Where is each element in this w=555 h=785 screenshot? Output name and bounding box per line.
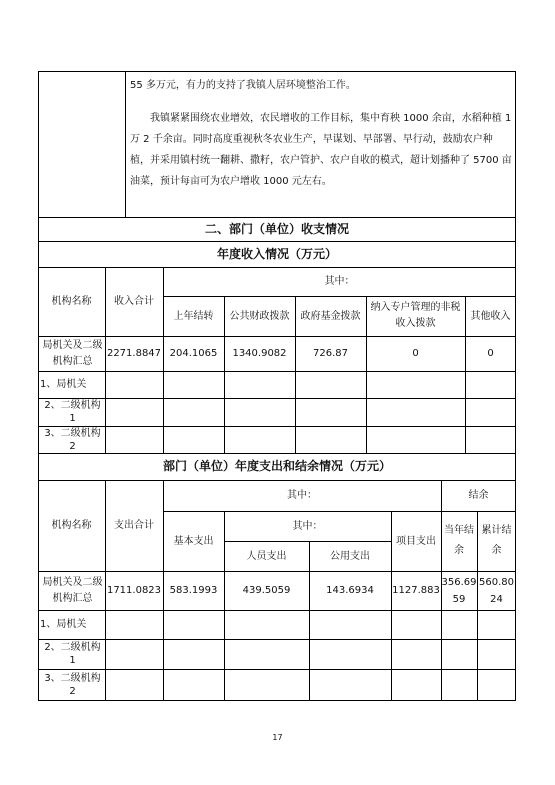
income-col-divider-5 (366, 296, 367, 453)
expense-row-summary-personnel: 439.5059 (242, 585, 291, 596)
page-number: 17 (272, 733, 283, 742)
expense-table-title: 部门（单位）年度支出和结余情况（万元） (162, 459, 391, 473)
expense-header-cumulative-balance: 累计结余 (481, 525, 512, 556)
income-row-summary-name: 局机关及二级机构汇总 (42, 339, 103, 367)
text-block-bottom-rule (38, 217, 516, 218)
expense-row-summary-public: 143.6934 (326, 585, 374, 596)
expense-header-personnel: 人员支出 (246, 550, 287, 562)
expense-row-rule-2 (38, 639, 516, 640)
income-table-bottom-rule (38, 453, 516, 454)
text-block-paragraph2: 我镇紧紧围绕农业增效，农民增收的工作目标，集中育秧 1000 余亩，水稻种植 1 万 2 千余亩。同时高度重视秋冬农业生产，早谋划、早部署、早行动，鼓励农户种植，并采用镇村统一翻耕、撒籽，农户管护、农户自收的模式，超计划播种了 5700 亩油菜，预计每亩可为农户增收 1000 元左右。 (130, 113, 512, 187)
income-header-gov-fund: 政府基金拨款 (300, 310, 361, 322)
expense-row-summary-total: 1711.0823 (106, 585, 162, 596)
income-row-rule-2 (38, 398, 516, 399)
expense-row-rule-1 (38, 610, 516, 611)
income-row-rule-3 (38, 426, 516, 427)
expense-header-of-which-2: 其中： (292, 520, 323, 532)
income-row-sub2-name: 3、二级机构 2 (44, 427, 101, 452)
income-table-title: 年度收入情况（万元） (216, 247, 337, 261)
expense-header-total: 支出合计 (114, 520, 154, 531)
income-row-summary-other: 0 (487, 348, 494, 359)
income-header-org-name: 机构名称 (51, 296, 92, 307)
expense-row-summary-cumulative-balance: 560.8024 (479, 576, 514, 605)
income-row-bureau-name: 1、局机关 (40, 379, 87, 390)
expense-row-summary-project: 1127.883 (392, 585, 440, 596)
income-header-other: 其他收入 (470, 310, 511, 322)
expense-header-of-which: 其中： (287, 490, 317, 501)
text-block-line1: 55 多万元，有力的支持了我镇人居环境整治工作。 (130, 80, 356, 91)
income-row-summary-total: 2271.8847 (106, 348, 162, 359)
expense-row-sub2-name: 3、二级机构 2 (44, 673, 101, 697)
expense-header-basic: 基本支出 (173, 535, 214, 547)
section-title-bottom-rule (38, 241, 516, 242)
expense-row-summary-name: 局机关及二级机构汇总 (42, 576, 103, 604)
expense-row-summary-current-balance: 356.6959 (441, 576, 477, 605)
expense-row-bureau-name: 1、局机关 (40, 619, 87, 630)
income-row-summary-public-finance: 1340.9082 (232, 348, 287, 359)
section-title: 二、部门（单位）收支情况 (204, 222, 349, 236)
expense-row-summary-basic: 583.1993 (169, 585, 218, 596)
expense-header-balance: 结余 (468, 490, 489, 501)
income-header-total: 收入合计 (114, 296, 154, 307)
income-row-sub1-name: 2、二级机构 1 (44, 400, 101, 424)
income-row-summary-carryover: 204.1065 (169, 348, 218, 359)
income-header-nontax: 纳入专户管理的非税收入拨款 (370, 302, 461, 329)
expense-header-current-balance: 当年结余 (444, 525, 474, 556)
income-row-rule-1 (38, 371, 516, 372)
expense-header-project: 项目支出 (396, 535, 436, 547)
income-header-public-finance: 公共财政拨款 (229, 310, 290, 322)
text-block-left-divider (125, 71, 126, 217)
expense-row-sub1-name: 2、二级机构 1 (44, 642, 101, 666)
expense-row-rule-3 (38, 669, 516, 670)
income-header-of-which: 其中： (324, 276, 355, 287)
income-header-carryover: 上年结转 (173, 310, 214, 322)
income-row-summary-gov-fund: 726.87 (313, 348, 348, 359)
expense-header-public: 公用支出 (330, 550, 370, 562)
income-row-summary-nontax: 0 (412, 348, 419, 359)
expense-header-org-name: 机构名称 (51, 520, 92, 531)
